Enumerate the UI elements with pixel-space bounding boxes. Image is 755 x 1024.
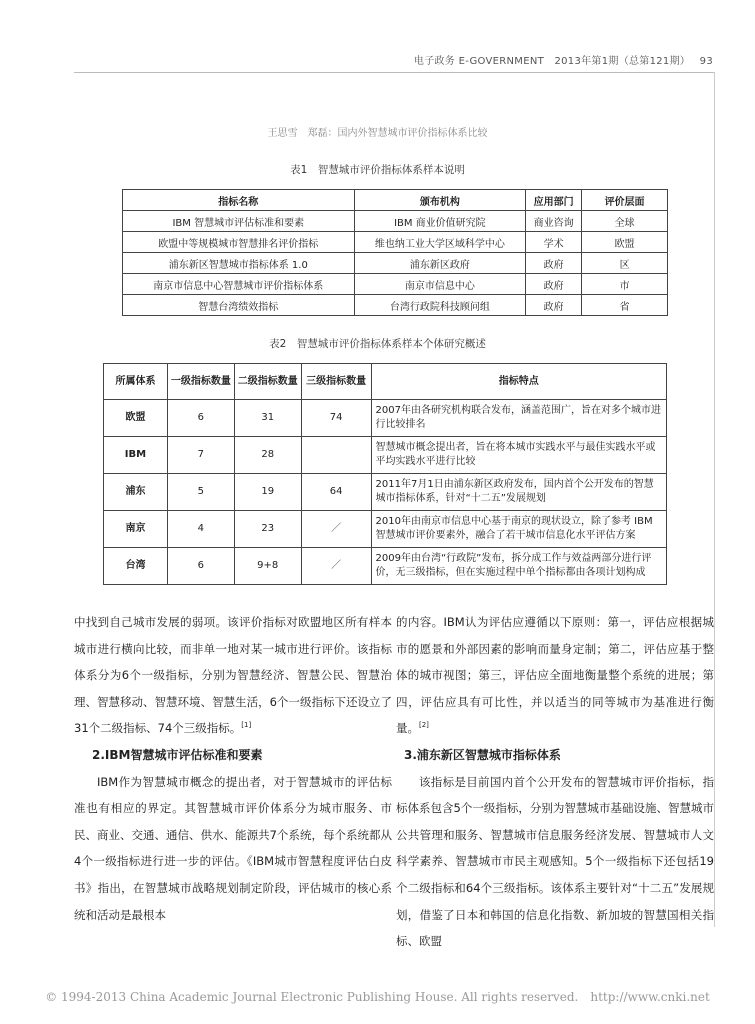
table1-row (123, 232, 668, 253)
table1-cell: 省 (582, 295, 668, 316)
citation-ref: [1] (241, 721, 252, 730)
paragraph: IBM作为智慧城市概念的提出者，对于智慧城市的评估标准也有相应的界定。其智慧城市评价体系分为城市服务、市民、商业、交通、通信、供水、能源共7个系统，每个系统都从4个一级指标进行进一步的评估。《IBM城市智慧程度评估白皮书》指出，在智慧城市战略规划制定阶段，评估城市的核心系统和活动是最根本 (74, 774, 392, 922)
table2-cell: ／ (301, 548, 371, 585)
section-heading: 2.IBM智慧城市评估标准和要素 (92, 747, 263, 762)
table2-header-cell: 所属体系 (104, 364, 168, 400)
table2-caption: 表2 智慧城市评价指标体系样本个体研究概述 (269, 338, 486, 350)
table1-cell: 维也纳工业大学区域科学中心 (354, 232, 526, 253)
table2-cell: 2011年7月1日由浦东新区政府发布，国内首个公开发布的智慧城市指标体系，针对“十二五”发展规划 (371, 474, 666, 511)
table2-header-cell: 二级指标数量 (234, 364, 301, 400)
table1-cell: 欧盟中等规模城市智慧排名评价指标 (123, 232, 355, 253)
table2-cell: 2007年由各研究机构联合发布，涵盖范围广，旨在对多个城市进行比较排名 (371, 400, 666, 437)
copyright-footer: © 1994-2013 China Academic Journal Electronic Publishing House. All rights reserved. http://www.cnki.net (45, 990, 710, 1004)
table1-cell: 市 (582, 274, 668, 295)
table1-cell: 欧盟 (582, 232, 668, 253)
table2-cell: 智慧城市概念提出者，旨在将本城市实践水平与最佳实践水平或平均实践水平进行比较 (371, 437, 666, 474)
table1-cell: IBM 智慧城市评估标准和要素 (123, 211, 355, 232)
issue-info: 2013年第1期（总第121期） (554, 56, 691, 67)
page-number: 93 (699, 56, 713, 67)
table2-cell: 31 (234, 400, 301, 437)
table1-cell: 浦东新区智慧城市指标体系 1.0 (123, 253, 355, 274)
table1-cell: 政府 (526, 253, 582, 274)
margin-rule (714, 72, 715, 927)
paragraph (74, 609, 392, 742)
table1-row (123, 274, 668, 295)
table1-cell: 台湾行政院科技顾问组 (354, 295, 526, 316)
table2-row (104, 400, 667, 437)
table1-header-cell: 评价层面 (582, 190, 668, 211)
table2-cell: 28 (234, 437, 301, 474)
citation-ref: [2] (419, 721, 429, 730)
table2-header-cell: 一级指标数量 (167, 364, 234, 400)
table2-cell: 4 (167, 511, 234, 548)
table2-row (104, 474, 667, 511)
table1-row (123, 211, 668, 232)
author-line: 王思雪 郑磊：国内外智慧城市评价指标体系比较 (267, 128, 488, 139)
table2-cell: 7 (167, 437, 234, 474)
table2-cell: 64 (301, 474, 371, 511)
table1-cell: 政府 (526, 295, 582, 316)
section-heading: 3.浦东新区智慧城市指标体系 (404, 747, 561, 762)
table2-row (104, 548, 667, 585)
journal-name: 电子政务 E-GOVERNMENT (413, 56, 545, 67)
body-column-left (74, 609, 392, 928)
table2 (103, 363, 667, 585)
table1-cell: 南京市信息中心 (354, 274, 526, 295)
table2-cell (301, 437, 371, 474)
table1-header-cell: 颁布机构 (354, 190, 526, 211)
paragraph (396, 609, 714, 742)
running-header (414, 52, 713, 67)
table2-cell: 74 (301, 400, 371, 437)
table1-cell: 商业咨询 (526, 211, 582, 232)
table2-cell: 23 (234, 511, 301, 548)
table1-header-cell: 应用部门 (526, 190, 582, 211)
table1-cell: 智慧台湾绩效指标 (123, 295, 355, 316)
table1-caption: 表1 智慧城市评价指标体系样本说明 (290, 164, 465, 176)
table2-cell: 5 (167, 474, 234, 511)
table2-cell: ／ (301, 511, 371, 548)
table1-cell: 政府 (526, 274, 582, 295)
table1-cell: 全球 (582, 211, 668, 232)
table2-cell: 欧盟 (104, 400, 168, 437)
table2-cell: 2009年由台湾“行政院”发布，拆分成工作与效益两部分进行评价，无三级指标，但在实施过程中单个指标都由各项计划构成 (371, 548, 666, 585)
table2-cell: 6 (167, 548, 234, 585)
table2-row (104, 437, 667, 474)
table1-cell: 南京市信息中心智慧城市评价指标体系 (123, 274, 355, 295)
table2-cell: 6 (167, 400, 234, 437)
paragraph: 该指标是目前国内首个公开发布的智慧城市评价指标，指标体系包含5个一级指标，分别为智慧城市基础设施、智慧城市公共管理和服务、智慧城市信息服务经济发展、智慧城市人文科学素养、智慧城市市民主观感知。5个一级指标下还包括19个二级指标和64个三级指标。该体系主要针对“十二五”发展规划，借鉴了日本和韩国的信息化指数、新加坡的智慧国相关指标、欧盟 (396, 774, 714, 949)
table2-cell: 9+8 (234, 548, 301, 585)
table1-header-row (123, 190, 668, 211)
table1-cell: 浦东新区政府 (354, 253, 526, 274)
table2-cell: 浦东 (104, 474, 168, 511)
table2-cell: 2010年由南京市信息中心基于南京的现状设立，除了参考 IBM 智慧城市评价要素外，融合了若干城市信息化水平评估方案 (371, 511, 666, 548)
body-column-right (396, 609, 714, 955)
header-rule (74, 72, 714, 73)
table2-cell: 台湾 (104, 548, 168, 585)
table1-row (123, 253, 668, 274)
table1-header-cell: 指标名称 (123, 190, 355, 211)
table2-header-cell: 指标特点 (371, 364, 666, 400)
table1 (122, 189, 668, 316)
table2-row (104, 511, 667, 548)
table2-header-row (104, 364, 667, 400)
table2-header-cell: 三级指标数量 (301, 364, 371, 400)
table1-cell: 区 (582, 253, 668, 274)
table1-row (123, 295, 668, 316)
table2-cell: 南京 (104, 511, 168, 548)
paragraph-text: 中找到自己城市发展的弱项。该评价指标对欧盟地区所有样本城市进行横向比较，而非单一地对某一城市进行评价。该指标体系分为6个一级指标，分别为智慧经济、智慧公民、智慧治理、智慧移动、智慧环境、智慧生活，6个一级指标下还设立了31个二级指标、74个三级指标。 (74, 615, 392, 736)
table2-cell: 19 (234, 474, 301, 511)
paragraph-text: 的内容。IBM认为评估应遵循以下原则：第一，评估应根据城市的愿景和外部因素的影响而量身定制；第二，评估应基于整体的城市视图；第三，评估应全面地衡量整个系统的进展；第四，评估应具有可比性，并以适当的同等城市为基准进行衡量。 (396, 615, 714, 736)
table2-cell: IBM (104, 437, 168, 474)
table1-cell: IBM 商业价值研究院 (354, 211, 526, 232)
table1-cell: 学术 (526, 232, 582, 253)
